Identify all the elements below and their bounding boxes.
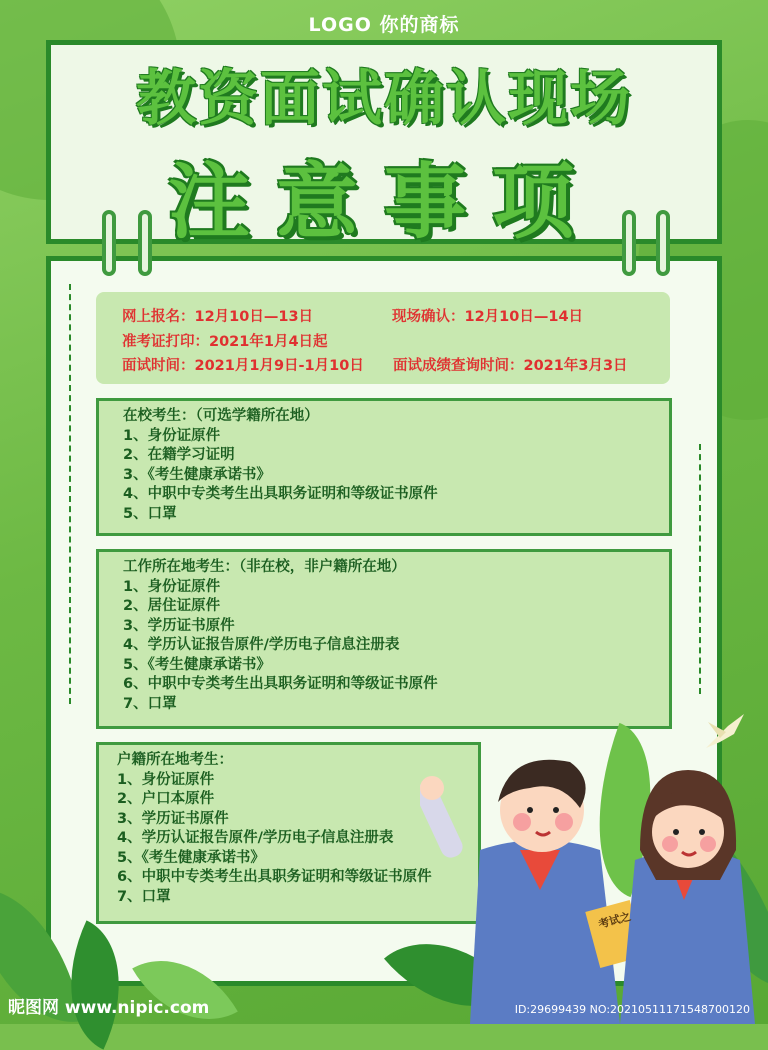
list-item: 4、中职中专类考生出具职务证明和等级证书原件: [123, 486, 438, 502]
list-item: 5、《考生健康承诺书》: [117, 849, 265, 866]
list-item: 6、中职中专类考生出具职务证明和等级证书原件: [117, 869, 432, 885]
section-students: [96, 398, 672, 536]
list-item: 2、在籍学习证明: [123, 447, 235, 463]
list-item: 1、身份证原件: [117, 771, 215, 788]
list-item: 5、《考生健康承诺书》: [123, 656, 271, 673]
list-item: 3、学历证书原件: [123, 617, 235, 634]
dashed-divider: [69, 284, 71, 704]
schedule-register: 网上报名：12月10日—13日: [122, 309, 314, 325]
page-subtitle: 注意事项: [167, 155, 600, 250]
binder-ring-icon: [656, 210, 670, 276]
section-workplace: [96, 549, 672, 729]
dashed-divider: [699, 444, 701, 694]
watermark-site: 昵图网 www.nipic.com: [8, 998, 210, 1018]
section-title: 户籍所在地考生：: [117, 752, 233, 768]
book-label: 考试之: [597, 909, 633, 932]
binder-ring-icon: [102, 210, 116, 276]
schedule-interview: 面试时间：2021月1月9日-1月10日: [122, 358, 364, 374]
watermark-id: ID:29699439 NO:20210511171548700120: [514, 1003, 750, 1016]
page-title: 教资面试确认现场: [136, 64, 632, 134]
schedule-confirm: 现场确认：12月10日—14日: [392, 309, 584, 325]
list-item: 2、居住证原件: [123, 598, 221, 614]
section-title: 在校考生：（可选学籍所在地）: [123, 408, 319, 424]
list-item: 7、口罩: [117, 888, 171, 905]
list-item: 1、身份证原件: [123, 427, 221, 444]
students-illustration: [420, 740, 768, 1024]
list-item: 2、户口本原件: [117, 791, 215, 807]
schedule-ticket: 准考证打印：2021年1月4日起: [122, 334, 328, 350]
list-item: 1、身份证原件: [123, 578, 221, 595]
schedule-panel: [96, 292, 670, 384]
section-title: 工作所在地考生：（非在校，非户籍所在地）: [123, 559, 406, 575]
list-item: 3、《考生健康承诺书》: [123, 466, 271, 483]
binder-ring-icon: [622, 210, 636, 276]
logo-text: LOGO 你的商标: [308, 14, 460, 36]
list-item: 6、中职中专类考生出具职务证明和等级证书原件: [123, 676, 438, 692]
binder-ring-icon: [138, 210, 152, 276]
list-item: 3、学历证书原件: [117, 810, 229, 827]
schedule-result: 面试成绩查询时间：2021年3月3日: [393, 358, 628, 374]
list-item: 4、学历认证报告原件/学历电子信息注册表: [123, 637, 400, 653]
list-item: 4、学历认证报告原件/学历电子信息注册表: [117, 830, 394, 846]
list-item: 7、口罩: [123, 695, 177, 712]
list-item: 5、口罩: [123, 505, 177, 522]
